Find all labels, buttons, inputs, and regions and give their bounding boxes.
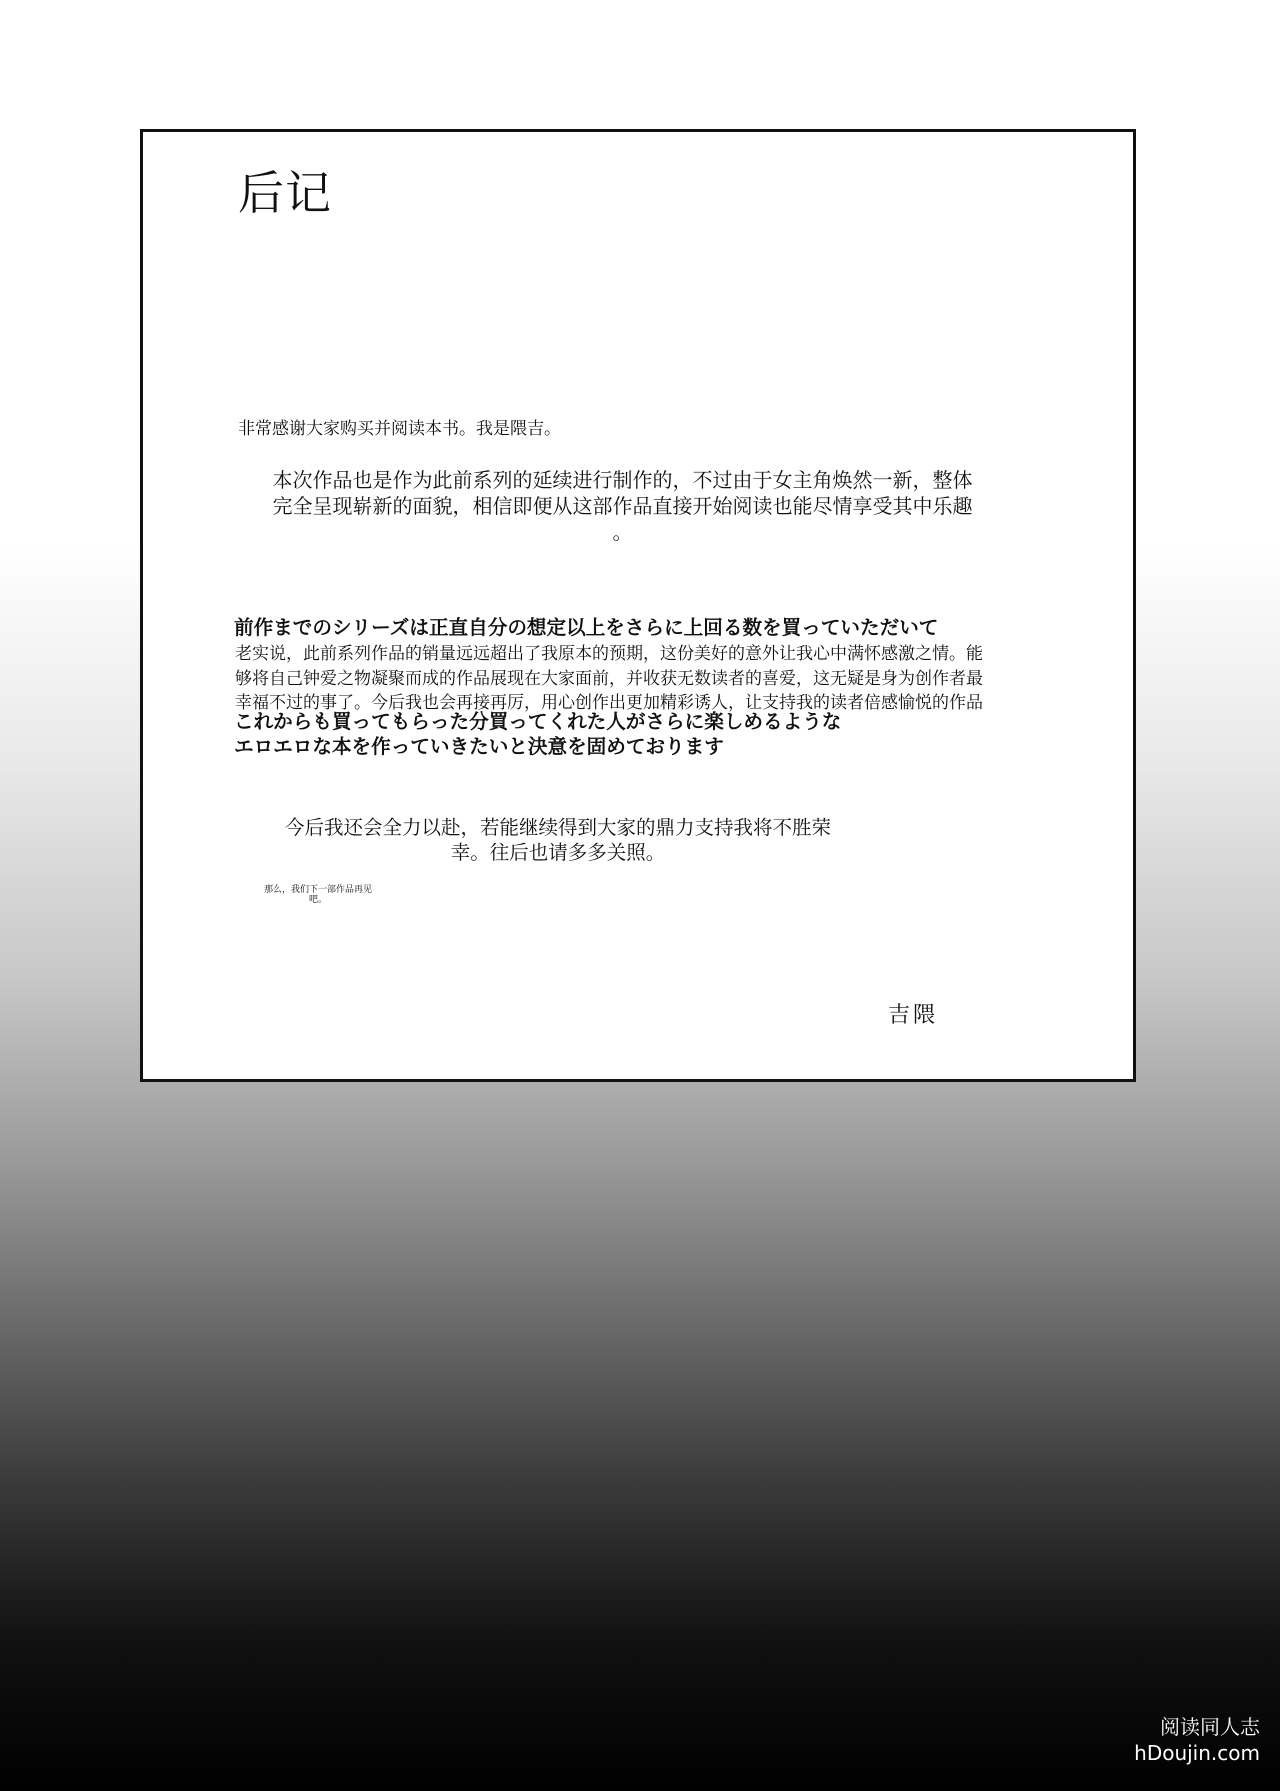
future-line: 今后我还会全力以赴，若能继续得到大家的鼎力支持我将不胜荣 — [284, 816, 831, 839]
site-watermark — [1134, 1714, 1260, 1766]
author-signature: 吉隈 — [888, 1003, 939, 1028]
chinese-line: 老实说，此前系列作品的销量远远超出了我原本的预期，这份美好的意外让我心中满怀感激之情。能 — [235, 644, 983, 664]
closing-line: 那么，我们下一部作品再见 — [263, 885, 372, 895]
chinese-line: 幸福不过的事了。今后我也会再接再厉，用心创作出更加精彩诱人，让支持我的读者倍感愉悦的作品 — [235, 693, 983, 714]
intro-line: 完全呈现崭新的面貌，相信即便从这部作品直接开始阅读也能尽情享受其中乐趣 — [272, 494, 973, 518]
page-title: 后记 — [238, 166, 332, 220]
watermark-url: hDoujin.com — [1134, 1741, 1260, 1765]
watermark-label: 阅读同人志 — [1160, 1715, 1260, 1739]
intro-paragraph — [235, 467, 1010, 545]
japanese-line: 前作までのシリーズは正直自分の想定以上をさらに上回る数を買っていただいて — [234, 616, 939, 639]
japanese-original-top — [234, 615, 1114, 640]
chinese-translation-paragraph — [235, 642, 1115, 716]
japanese-line: エロエロな本を作っていきたいと決意を固めております — [234, 735, 724, 759]
future-line: 幸。往后也请多多关照。 — [450, 841, 666, 865]
closing-line: 吧。 — [308, 895, 327, 906]
closing-small-text — [253, 885, 383, 906]
intro-line: 。 — [612, 520, 633, 544]
intro-line: 本次作品也是作为此前系列的延续进行制作的，不过由于女主角焕然一新，整体 — [272, 468, 973, 492]
afterword-page — [140, 129, 1136, 1082]
chinese-line: 够将自己钟爱之物凝聚而成的作品展现在大家面前，并收获无数读者的喜爱，这无疑是身为创作者最 — [235, 668, 983, 689]
greeting-paragraph: 非常感谢大家购买并阅读本书。我是隈吉。 — [238, 419, 561, 439]
japanese-line: これからも買ってもらった分買ってくれた人がさらに楽しめるような — [234, 710, 842, 733]
future-paragraph — [253, 815, 863, 866]
japanese-original-bottom — [234, 709, 1114, 760]
